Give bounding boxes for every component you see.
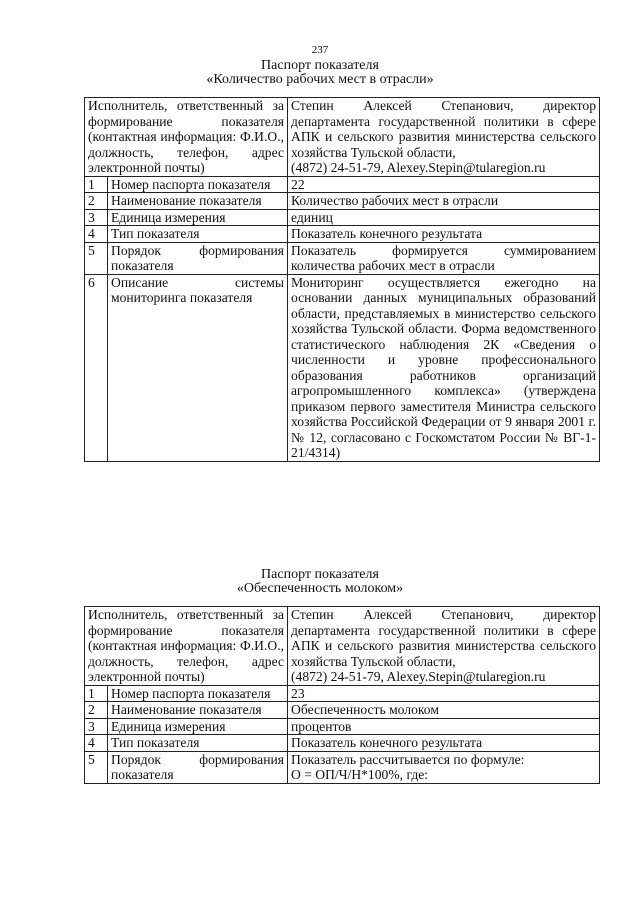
table-row (85, 209, 600, 226)
table-row (85, 193, 600, 210)
passport2-title: Паспорт показателя (261, 567, 379, 582)
row-label: Тип показателя (108, 735, 288, 752)
row-label: Наименование показателя (108, 193, 288, 210)
table-row (85, 751, 600, 783)
row-label: Порядок формирования показателя (108, 751, 288, 783)
row-number: 5 (85, 751, 108, 783)
row-number: 2 (85, 193, 108, 210)
row-number: 6 (85, 274, 108, 461)
executor-label: Исполнитель, ответственный за формирование показателя (контактная информация: Ф.И.О., должность, телефон, адрес электронной почты) (85, 607, 288, 686)
table-row (85, 702, 600, 719)
row-value: процентов (288, 718, 600, 735)
page-number: 237 (311, 44, 329, 56)
row-value: Мониторинг осуществляется ежегодно на основании данных муниципальных образований области, представляемых в министерство сельского хозяйства Тульской области. Форма ведомственного статистического наблюдения 2К «Сведения о численности и уровне профессионального образования работников организаций агропромышленного комплекса» (утверждена приказом первого заместителя Министра сельского хозяйства Российской Федерации от 9 января 2001 г. № 12, согласовано с Госкомстатом России № ВГ-1-21/4314) (288, 274, 600, 461)
executor-label: Исполнитель, ответственный за формирование показателя (контактная информация: Ф.И.О., должность, телефон, адрес электронной почты) (85, 98, 288, 177)
row-number: 3 (85, 209, 108, 226)
executor-contact: (4872) 24-51-79, Alexey.Stepin@tularegion.ru (291, 669, 546, 684)
row-label: Единица измерения (108, 209, 288, 226)
table-row (85, 718, 600, 735)
passport1-subtitle: «Количество рабочих мест в отрасли» (206, 72, 434, 87)
executor-name: Степин Алексей Степанович, директор департамента государственной политики в сфере АПК и сельского развития министерства сельского хозяйства Тульской области, (291, 607, 596, 669)
executor-value (288, 607, 600, 686)
row-value: Показатель формируется суммированием количества рабочих мест в отрасли (288, 242, 600, 274)
executor-row (85, 607, 600, 686)
passport1-table (84, 97, 600, 462)
row-number: 1 (85, 685, 108, 702)
row-number: 4 (85, 226, 108, 243)
row-number: 4 (85, 735, 108, 752)
row-value (288, 751, 600, 783)
row-label: Порядок формирования показателя (108, 242, 288, 274)
row-label: Единица измерения (108, 718, 288, 735)
executor-contact: (4872) 24-51-79, Alexey.Stepin@tularegion.ru (291, 160, 546, 175)
table-row (85, 735, 600, 752)
passport2-subtitle: «Обеспеченность молоком» (236, 581, 404, 596)
table-row (85, 685, 600, 702)
executor-value (288, 98, 600, 177)
formula: О = ОП/Ч/Н*100%, где: (291, 767, 429, 782)
row-label: Наименование показателя (108, 702, 288, 719)
formula-intro: Показатель рассчитывается по формуле: (291, 751, 525, 767)
row-value: Обеспеченность молоком (288, 702, 600, 719)
row-value: 23 (288, 685, 600, 702)
executor-name: Степин Алексей Степанович, директор департамента государственной политики в сфере АПК и сельского развития министерства сельского хозяйства Тульской области, (291, 98, 596, 160)
passport2-table (84, 606, 600, 784)
row-number: 3 (85, 718, 108, 735)
row-label: Тип показателя (108, 226, 288, 243)
row-value: Показатель конечного результата (288, 226, 600, 243)
passport1-title: Паспорт показателя (261, 58, 379, 73)
row-label: Номер паспорта показателя (108, 176, 288, 193)
row-value: единиц (288, 209, 600, 226)
row-number: 5 (85, 242, 108, 274)
row-value: Количество рабочих мест в отрасли (288, 193, 600, 210)
row-number: 1 (85, 176, 108, 193)
table-row (85, 176, 600, 193)
executor-row (85, 98, 600, 177)
row-label: Номер паспорта показателя (108, 685, 288, 702)
row-number: 2 (85, 702, 108, 719)
row-value: Показатель конечного результата (288, 735, 600, 752)
row-value: 22 (288, 176, 600, 193)
row-label: Описание системы мониторинга показателя (108, 274, 288, 461)
table-row (85, 242, 600, 274)
table-row (85, 226, 600, 243)
table-row (85, 274, 600, 461)
